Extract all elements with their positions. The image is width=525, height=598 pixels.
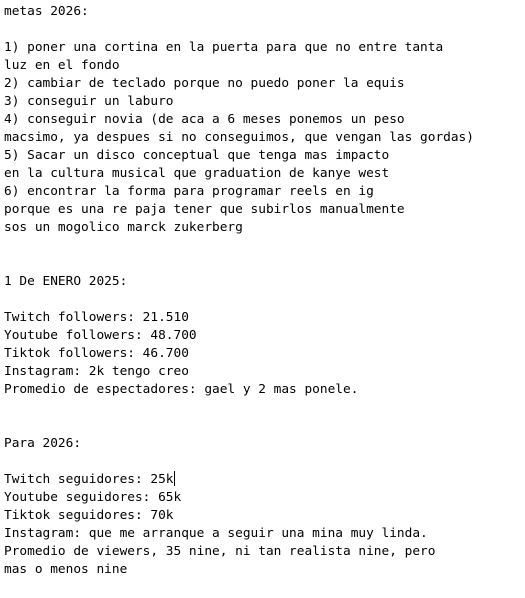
text-line	[4, 237, 525, 255]
text-line: Promedio de viewers, 35 nine, ni tan realista nine, pero	[4, 544, 436, 559]
text-line	[4, 291, 525, 309]
text-line: metas 2026:	[4, 4, 89, 19]
text-line: 1) poner una cortina en la puerta para que no entre tanta	[4, 40, 444, 55]
text-line: porque es una re paja tener que subirlos manualmente	[4, 202, 405, 217]
text-line: Para 2026:	[4, 436, 82, 451]
text-line-with-caret	[4, 471, 525, 489]
text-line	[4, 399, 525, 417]
text-line: Promedio de espectadores: gael y 2 mas ponele.	[4, 382, 359, 397]
text-line: luz en el fondo	[4, 58, 120, 73]
text-cursor	[174, 471, 175, 486]
text-line: mas o menos nine	[4, 562, 128, 577]
text-line: sos un mogolico marck zukerberg	[4, 220, 243, 235]
text-line: 3) conseguir un laburo	[4, 94, 174, 109]
text-line	[4, 417, 525, 435]
text-line	[4, 255, 525, 273]
text-line: macsimo, ya despues si no conseguimos, que vengan las gordas)	[4, 130, 474, 145]
text-line: Youtube seguidores: 65k	[4, 490, 182, 505]
text-line: Twitch followers: 21.510	[4, 310, 189, 325]
text-line: 5) Sacar un disco conceptual que tenga mas impacto	[4, 148, 390, 163]
text-line: Twitch seguidores: 25k	[4, 472, 174, 487]
text-line: en la cultura musical que graduation de kanye west	[4, 166, 390, 181]
text-line	[4, 21, 525, 39]
text-line: Youtube followers: 48.700	[4, 328, 197, 343]
text-line	[4, 453, 525, 471]
text-line: Instagram: 2k tengo creo	[4, 364, 189, 379]
text-line: Tiktok followers: 46.700	[4, 346, 189, 361]
text-line: 4) conseguir novia (de aca a 6 meses ponemos un peso	[4, 112, 405, 127]
text-line: 6) encontrar la forma para programar reels en ig	[4, 184, 374, 199]
text-line: 1 De ENERO 2025:	[4, 274, 128, 289]
text-line: Tiktok seguidores: 70k	[4, 508, 174, 523]
text-line: Instagram: que me arranque a seguir una mina muy linda.	[4, 526, 428, 541]
text-line: 2) cambiar de teclado porque no puedo poner la equis	[4, 76, 405, 91]
